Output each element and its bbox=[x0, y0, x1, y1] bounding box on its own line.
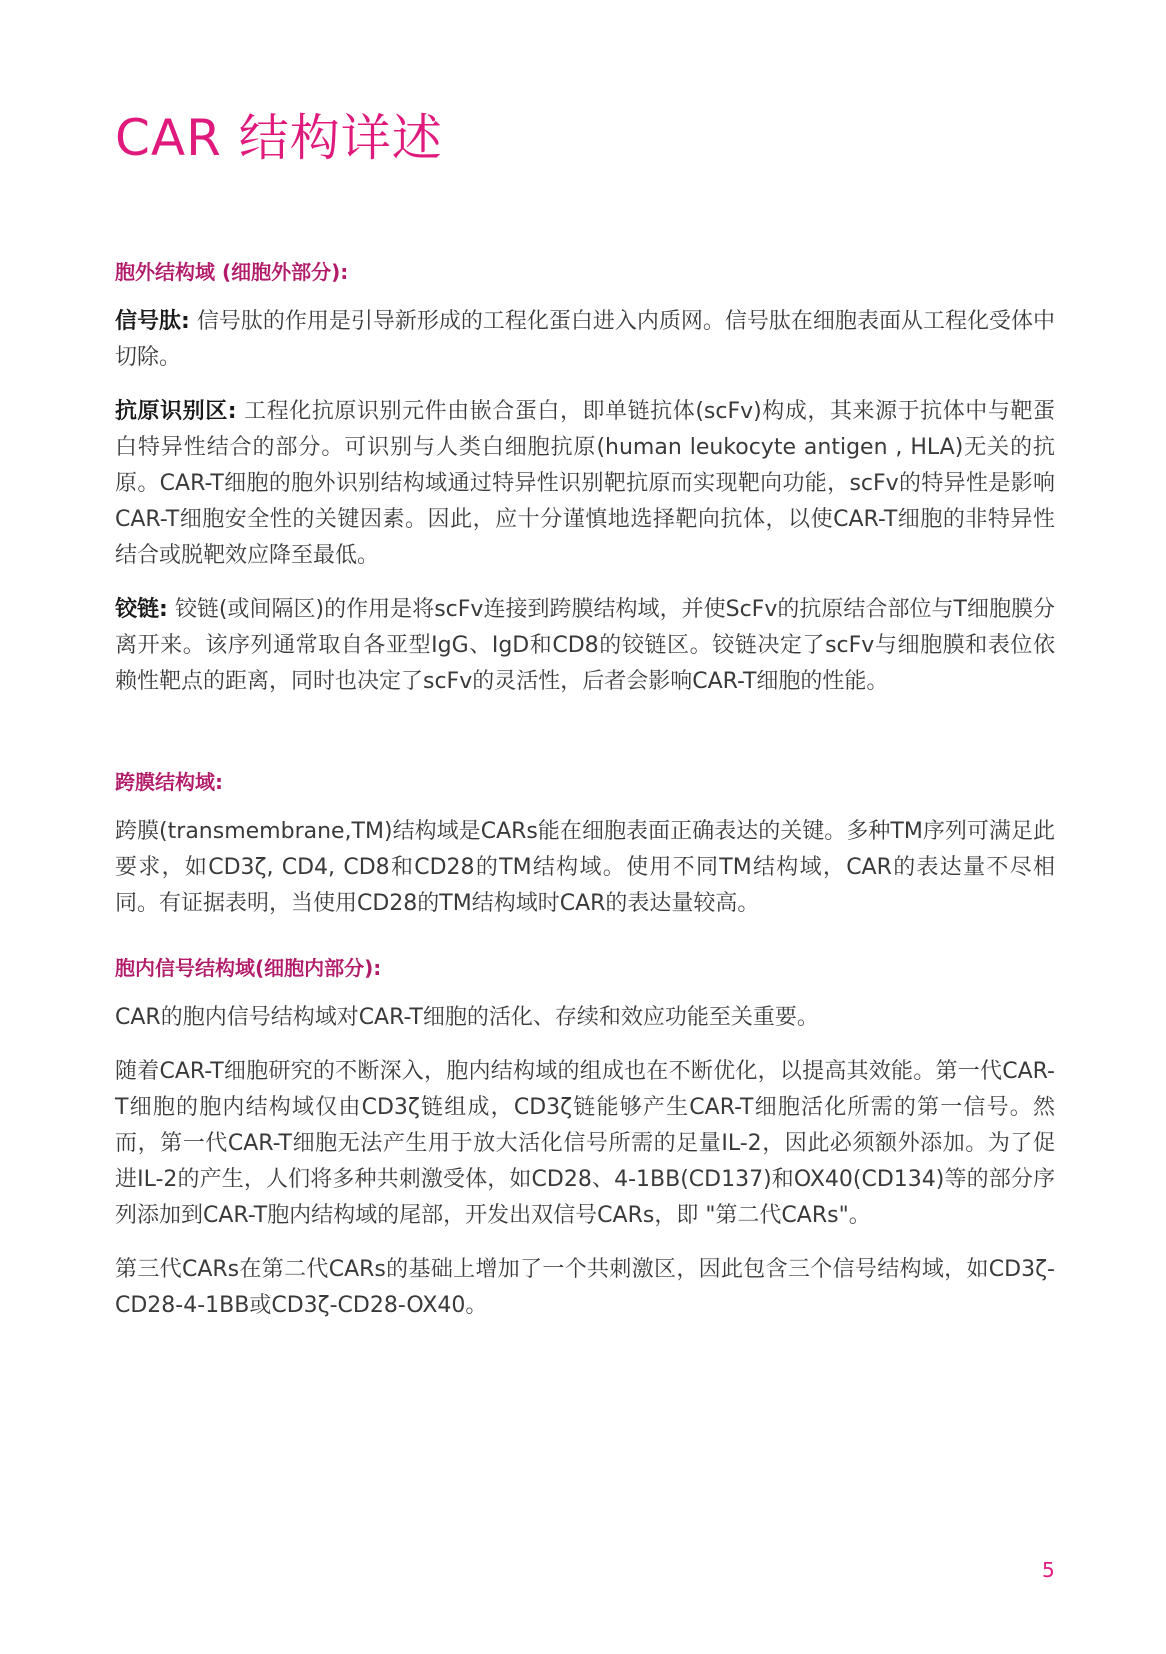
paragraph-transmembrane: 跨膜(transmembrane,TM)结构域是CARs能在细胞表面正确表达的关键。多种TM序列可满足此要求，如CD3ζ, CD4, CD8和CD28的TM结构域。使用不同TM结构域，CAR的表达量不尽相同。有证据表明，当使用CD28的TM结构域时CAR的表达量较高。 bbox=[115, 819, 1055, 916]
section-intracellular bbox=[115, 954, 1055, 1342]
paragraph-intracellular-1: CAR的胞内信号结构域对CAR-T细胞的活化、存续和效应功能至关重要。 bbox=[115, 1005, 819, 1030]
text-hinge: 铰链(或间隔区)的作用是将scFv连接到跨膜结构域，并使ScFv的抗原结合部位与T细胞膜分离开来。该序列通常取自各亚型IgG、IgD和CD8的铰链区。铰链决定了scFv与细胞膜和表位依赖性靶点的距离，同时也决定了scFv的灵活性，后者会影响CAR-T细胞的性能。 bbox=[115, 597, 1055, 694]
section-heading-intracellular: 胞内信号结构域(细胞内部分): bbox=[115, 956, 382, 980]
text-signal-peptide: 信号肽的作用是引导新形成的工程化蛋白进入内质网。信号肽在细胞表面从工程化受体中切除。 bbox=[115, 309, 1055, 370]
page-number: 5 bbox=[1042, 1558, 1055, 1582]
section-extracellular bbox=[115, 258, 1055, 718]
paragraph-intracellular-3: 第三代CARs在第二代CARs的基础上增加了一个共刺激区，因此包含三个信号结构域，如CD3ζ-CD28-4-1BB或CD3ζ-CD28-OX40。 bbox=[115, 1257, 1055, 1318]
term-antigen-recognition: 抗原识别区: bbox=[115, 399, 237, 424]
text-antigen-recognition: 工程化抗原识别元件由嵌合蛋白，即单链抗体(scFv)构成，其来源于抗体中与靶蛋白特异性结合的部分。可识别与人类白细胞抗原(human leukocyte antigen , HLA)无关的抗原。CAR-T细胞的胞外识别结构域通过特异性识别靶抗原而实现靶向功能，scFv的特异性是影响CAR-T细胞安全性的关键因素。因此，应十分谨慎地选择靶向抗体，以使CAR-T细胞的非特异性结合或脱靶效应降至最低。 bbox=[115, 399, 1055, 568]
paragraph-intracellular-2: 随着CAR-T细胞研究的不断深入，胞内结构域的组成也在不断优化，以提高其效能。第一代CAR-T细胞的胞内结构域仅由CD3ζ链组成，CD3ζ链能够产生CAR-T细胞活化所需的第一信号。然而，第一代CAR-T细胞无法产生用于放大活化信号所需的足量IL-2，因此必须额外添加。为了促进IL-2的产生，人们将多种共刺激受体，如CD28、4-1BB(CD137)和OX40(CD134)等的部分序列添加到CAR-T胞内结构域的尾部，开发出双信号CARs，即 "第二代CARs"。 bbox=[115, 1059, 1055, 1228]
section-heading-extracellular: 胞外结构域 (细胞外部分): bbox=[115, 260, 349, 284]
page-title: CAR 结构详述 bbox=[115, 109, 443, 167]
paragraph-antigen-recognition bbox=[115, 394, 1055, 574]
paragraph-signal-peptide bbox=[115, 304, 1055, 376]
section-heading-transmembrane: 跨膜结构域: bbox=[115, 770, 223, 794]
term-signal-peptide: 信号肽: bbox=[115, 309, 190, 334]
paragraph-hinge bbox=[115, 592, 1055, 700]
section-transmembrane bbox=[115, 768, 1055, 940]
document-page bbox=[115, 0, 1055, 1654]
term-hinge: 铰链: bbox=[115, 597, 168, 622]
